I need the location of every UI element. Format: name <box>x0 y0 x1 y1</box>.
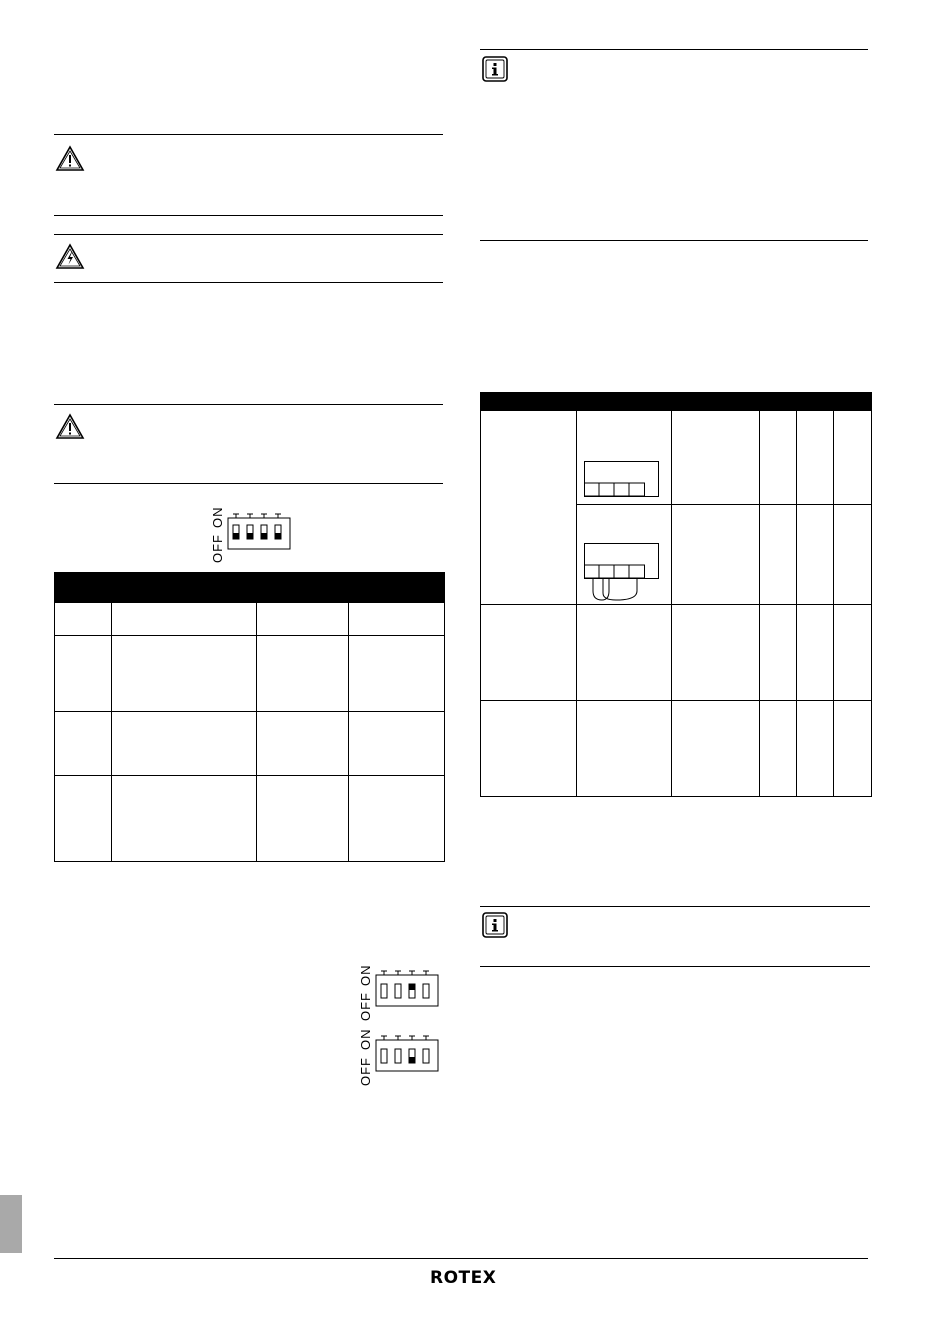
dip-off-label: OFF <box>358 992 373 1021</box>
rule <box>54 404 443 405</box>
table-header-row <box>55 573 445 603</box>
info-icon <box>482 912 508 938</box>
dip-on-label: ON <box>210 506 225 528</box>
rule <box>54 134 443 135</box>
jumper-figure <box>584 543 660 601</box>
rule <box>54 234 443 235</box>
electric-hazard-icon <box>55 243 85 270</box>
rule <box>480 966 870 967</box>
rule <box>480 906 870 907</box>
rule <box>480 49 868 50</box>
info-icon <box>482 56 508 82</box>
rule <box>54 282 443 283</box>
warning-triangle-icon <box>55 145 85 172</box>
settings-table-left <box>54 572 445 862</box>
table-row <box>55 712 445 776</box>
footer-rule <box>54 1258 868 1259</box>
rule <box>480 240 868 241</box>
dip-on-label: ON <box>358 964 373 986</box>
table-row <box>55 776 445 862</box>
dip-on-label: ON <box>358 1028 373 1050</box>
dip-switch-figure <box>227 513 293 551</box>
table-row <box>481 605 872 701</box>
rule <box>54 215 443 216</box>
warning-triangle-icon <box>55 413 85 440</box>
table-row <box>481 701 872 797</box>
chapter-tab <box>0 1195 22 1253</box>
brand-logo: ROTEX <box>430 1268 497 1288</box>
table-row <box>55 636 445 712</box>
dip-off-label: OFF <box>210 534 225 563</box>
dip-off-label: OFF <box>358 1057 373 1086</box>
settings-table-right <box>480 392 872 797</box>
rule <box>54 483 443 484</box>
table-row <box>481 411 872 505</box>
dip-switch-figure <box>375 970 441 1008</box>
jumper-figure <box>584 461 660 501</box>
dip-switch-figure <box>375 1035 441 1073</box>
table-row <box>55 603 445 636</box>
table-header-row <box>481 393 872 411</box>
